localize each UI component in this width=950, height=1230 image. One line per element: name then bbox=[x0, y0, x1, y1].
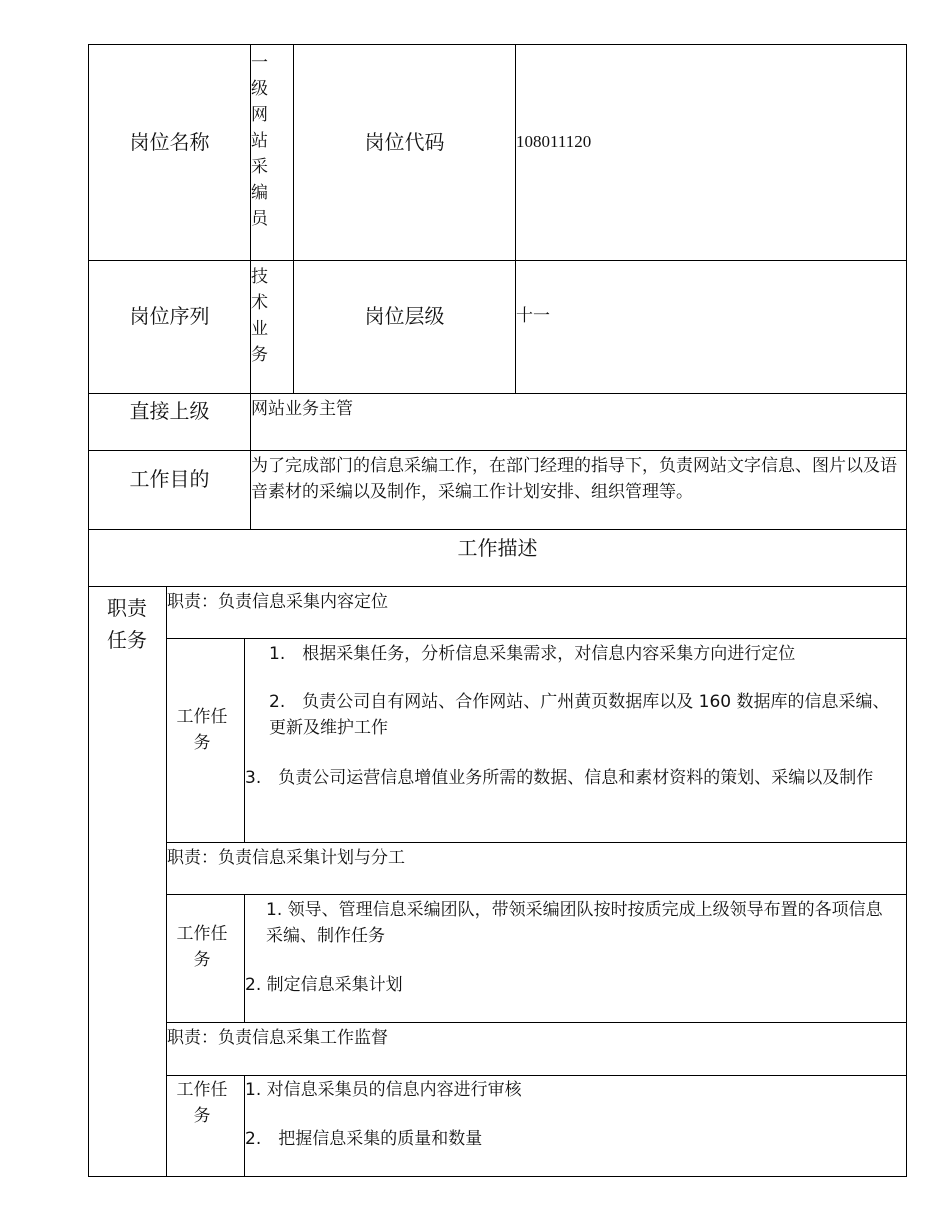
duty-3-title: 职责：负责信息采集工作监督 bbox=[167, 1028, 388, 1048]
post-code-value: 108011120 bbox=[516, 132, 592, 151]
supervisor-label: 直接上级 bbox=[129, 399, 210, 423]
purpose-value: 为了完成部门的信息采编工作，在部门经理的指导下，负责网站文字信息、图片以及语音素材的采编以及制作，采编工作计划安排、组织管理等。 bbox=[251, 456, 897, 502]
supervisor-value: 网站业务主管 bbox=[251, 399, 353, 419]
purpose-label: 工作目的 bbox=[129, 467, 210, 491]
post-series-label: 岗位序列 bbox=[129, 304, 210, 328]
duty-3-task-1: 1. 对信息采集员的信息内容进行审核 bbox=[245, 1080, 522, 1100]
duty-1-title: 职责：负责信息采集内容定位 bbox=[167, 592, 388, 612]
duty-2-task-label: 工作任务 bbox=[176, 924, 228, 970]
post-code-label: 岗位代码 bbox=[364, 130, 445, 154]
duty-2-task-1: 1. 领导、管理信息采编团队，带领采编团队按时按质完成上级领导布置的各项信息采编、制作任务 bbox=[266, 900, 883, 946]
duty-2-task-2: 2. 制定信息采集计划 bbox=[245, 975, 403, 995]
section-title: 工作描述 bbox=[457, 536, 538, 560]
duty-1-task-2: 2. 负责公司自有网站、合作网站、广州黄页数据库以及 160 数据库的信息采编、更新及维护工作 bbox=[269, 692, 890, 738]
duty-1-task-3: 3. 负责公司运营信息增值业务所需的数据、信息和素材资料的策划、采编以及制作 bbox=[245, 768, 874, 788]
post-level-label: 岗位层级 bbox=[364, 304, 445, 328]
duty-3-task-label: 工作任务 bbox=[176, 1080, 228, 1126]
post-name-label: 岗位名称 bbox=[129, 130, 210, 154]
post-series-value: 技术业务 bbox=[251, 267, 268, 365]
duty-2-title: 职责：负责信息采集计划与分工 bbox=[167, 848, 405, 868]
post-level-value: 十一 bbox=[516, 306, 550, 326]
duty-label-cell bbox=[88, 586, 167, 1177]
duty-1-task-1: 1. 根据采集任务，分析信息采集需求，对信息内容采集方向进行定位 bbox=[269, 644, 796, 664]
duty-label: 职责任务 bbox=[107, 596, 147, 652]
post-level-value-cell bbox=[515, 260, 907, 394]
duty-3-task-2: 2. 把握信息采集的质量和数量 bbox=[245, 1129, 483, 1149]
duty-1-task-label: 工作任务 bbox=[176, 707, 228, 753]
post-name-value: 一级网站采编员 bbox=[251, 53, 268, 229]
